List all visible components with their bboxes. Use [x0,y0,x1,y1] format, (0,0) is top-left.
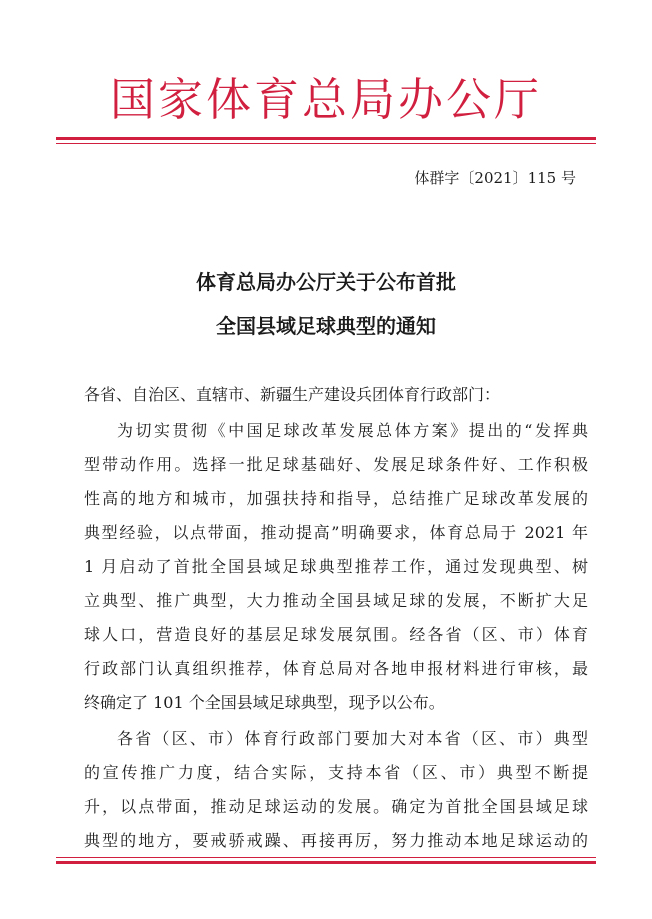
salutation-line: 各省、自治区、直辖市、新疆生产建设兵团体育行政部门： [84,385,501,404]
body-line: 型带动作用。选择一批足球基础好、发展足球条件好、工作积极 [84,455,588,474]
body-line: 1 月启动了首批全国县域足球典型推荐工作，通过发现典型、树 [84,557,588,576]
body-line: 为切实贯彻《中国足球改革发展总体方案》提出的“发挥典 [117,421,588,440]
header-rule-thin [56,143,596,144]
header-rule-thick [56,137,596,140]
issuing-office-title: 国家体育总局办公厅 [109,73,542,126]
document-title-line-1: 体育总局办公厅关于公布首批 [196,270,456,294]
body-line: 的宣传推广力度，结合实际，支持本省（区、市）典型不断提 [84,763,588,782]
body-line: 球人口，营造良好的基层足球发展氛围。经各省（区、市）体育 [84,625,588,644]
body-line: 各省（区、市）体育行政部门要加大对本省（区、市）典型 [117,729,588,748]
body-line: 典型经验，以点带面，推动提高”明确要求，体育总局于 2021 年 [84,523,588,542]
document-title-line-2: 全国县域足球典型的通知 [216,314,436,338]
body-line: 性高的地方和城市，加强扶持和指导，总结推广足球改革发展的 [84,489,588,508]
document-number: 体群字〔2021〕115 号 [414,169,576,187]
body-line: 行政部门认真组织推荐，体育总局对各地申报材料进行审核，最 [84,659,588,678]
footer-rule-thin [56,857,596,858]
body-line: 升，以点带面，推动足球运动的发展。确定为首批全国县域足球 [84,797,588,816]
footer-rule-thick [56,861,596,864]
body-line: 立典型、推广典型，大力推动全国县域足球的发展，不断扩大足 [84,591,588,610]
body-line: 终确定了 101 个全国县域足球典型，现予以公布。 [84,693,445,712]
body-line: 典型的地方，要戒骄戒躁、再接再厉，努力推动本地足球运动的 [84,831,588,850]
